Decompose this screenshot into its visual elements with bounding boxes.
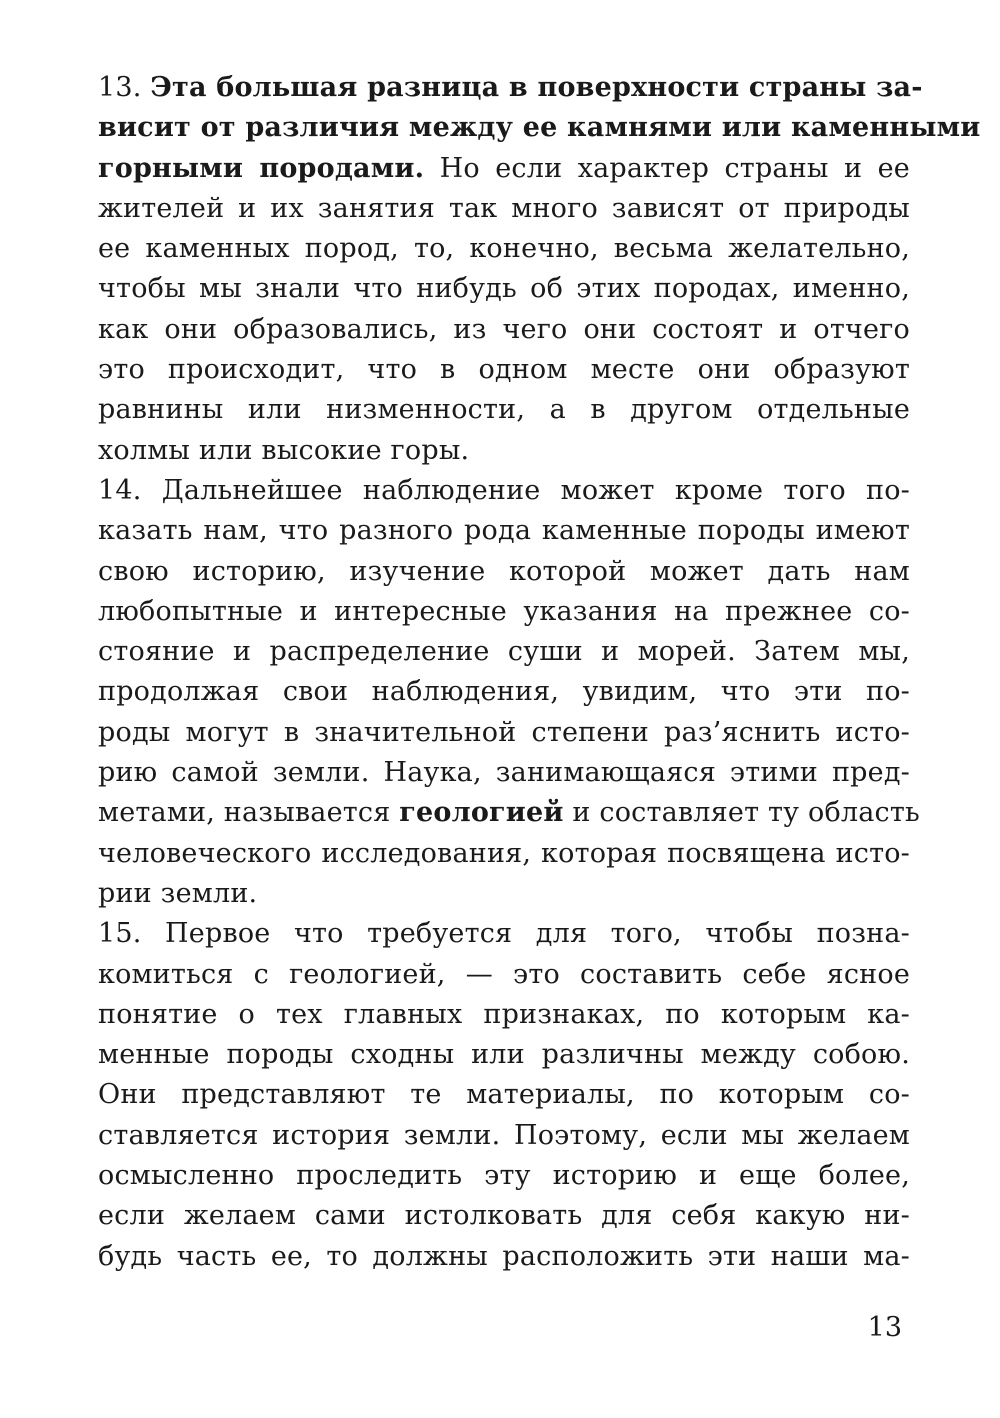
text-span: Дальнейшее наблюдение может кроме того по- [161,474,910,506]
text-line: Они представляют те материалы, по которым со- [98,1079,910,1111]
text-line: рии земли. [98,877,258,909]
text-line: казать нам, что разного рода каменные породы имеют [98,515,910,547]
text-span: метами, называется [98,797,400,829]
page-number: 13 [867,1312,902,1343]
text-line: свою историю, изучение которой может дать нам [98,555,910,587]
text-line [98,471,910,511]
text-line: понятие о тех главных признаках, по которым ка- [98,998,910,1030]
text-line: менные породы сходны или различны между собою. [98,1039,910,1071]
text-line: продолжая свои наблюдения, увидим, что эти по- [98,676,910,708]
text-line: человеческого исследования, которая посвящена исто- [98,837,910,869]
text-line: жителей и их занятия так много зависят от природы [98,192,910,224]
text-line: равнины или низменности, а в другом отдельные [98,394,910,426]
text-line: будь часть ее, то должны расположить эти наши ма- [98,1240,910,1272]
text-line: чтобы мы знали что нибудь об этих породах, именно, [98,273,910,305]
text-line [98,914,910,954]
text-span: Первое что требуется для того, чтобы позна- [165,918,910,950]
text-line: стояние и распределение суши и морей. Затем мы, [98,636,910,668]
text-line: это происходит, что в одном месте они образуют [98,354,910,386]
text-line [98,108,981,148]
text-line: рию самой земли. Наука, занимающаяся этими пред- [98,757,910,789]
text-line [98,149,910,189]
text-line: любопытные и интересные указания на прежнее со- [98,595,910,627]
text-line [98,68,923,108]
text-span: и составляет ту область [563,797,920,829]
bold-text: горными породами. [98,152,425,184]
text-line: ставляется история земли. Поэтому, если мы желаем [98,1119,910,1151]
bold-text: висит от различия между ее камнями или каменными [98,112,981,144]
text-line: осмысленно проследить эту историю и еще более, [98,1160,910,1192]
paragraph-number: 14. [98,474,142,506]
text-line: комиться с геологией, — это составить себе ясное [98,958,910,990]
text-line [98,793,920,833]
text-line: как они образовались, из чего они состоят и отчего [98,313,910,345]
text-span: Но если характер страны и ее [424,152,910,184]
body-text [98,68,981,1277]
text-line: холмы или высокие горы. [98,434,470,466]
bold-text: Эта большая разница в поверхности страны за- [150,72,923,103]
text-line: если желаем сами истолковать для себя какую ни- [98,1200,910,1232]
bold-term: геологией [399,797,564,829]
paragraph-number: 13. [98,72,142,103]
paragraph-number: 15. [98,918,142,950]
text-line: ее каменных пород, то, конечно, весьма желательно, [98,233,910,265]
text-line: роды могут в значительной степени раз’яснить исто- [98,716,910,748]
